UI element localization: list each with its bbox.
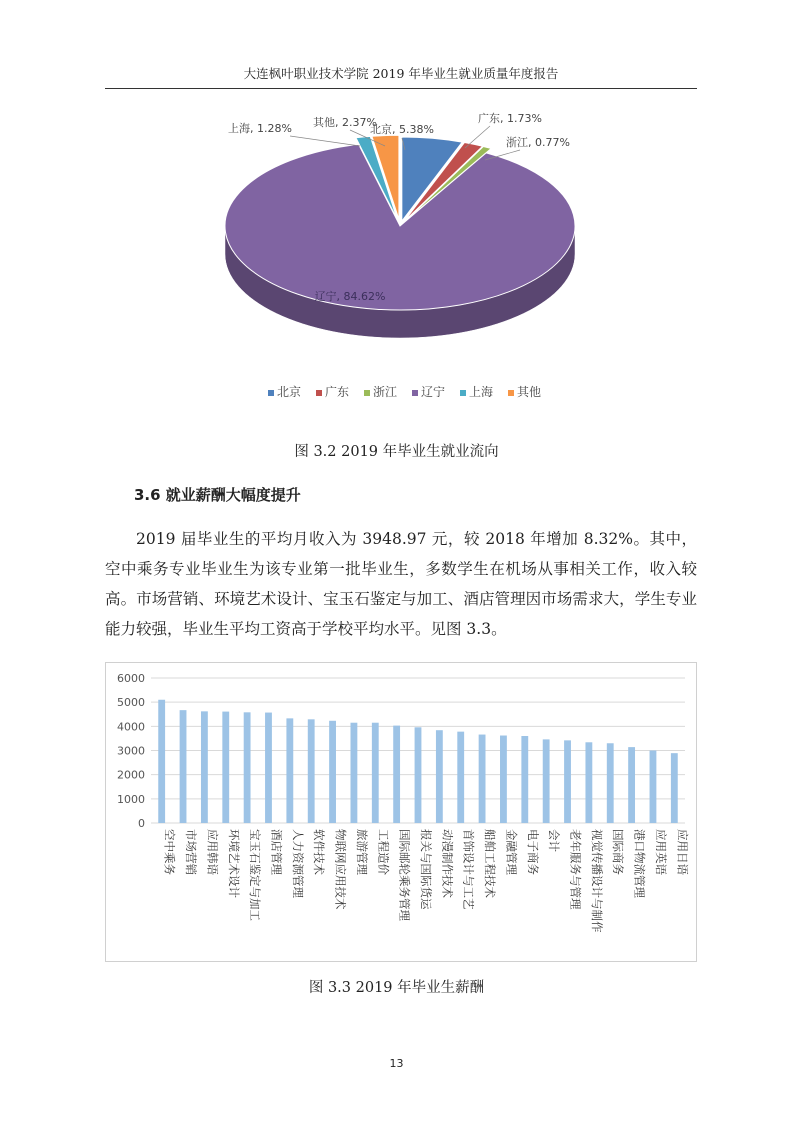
x-tick-label-应用韩语: 应用韩语	[205, 829, 220, 875]
x-tick-label-动漫制作技术: 动漫制作技术	[440, 829, 455, 898]
x-tick-label-会计: 会计	[547, 829, 562, 852]
x-tick-label-旅游管理: 旅游管理	[354, 829, 369, 875]
pie-chart-svg	[190, 100, 610, 420]
legend-label-上海: 上海	[469, 385, 494, 399]
legend-swatch-上海	[460, 390, 466, 396]
bar-软件技术	[308, 719, 315, 823]
bar-空中乘务	[158, 700, 165, 823]
legend-swatch-北京	[268, 390, 274, 396]
bar-港口物流管理	[628, 747, 635, 823]
x-tick-label-金融管理: 金融管理	[504, 829, 519, 875]
bar-旅游管理	[351, 723, 358, 823]
bar-金融管理	[500, 736, 507, 823]
x-tick-label-人力资源管理: 人力资源管理	[290, 829, 305, 898]
x-tick-label-视觉传播设计与制作: 视觉传播设计与制作	[589, 829, 604, 933]
pie-label-辽宁: 辽宁, 84.62%	[314, 290, 386, 303]
x-tick-label-港口物流管理: 港口物流管理	[632, 829, 647, 898]
bar-应用日语	[671, 753, 678, 823]
bar-报关与国际货运	[415, 727, 422, 823]
bar-应用韩语	[201, 711, 208, 823]
x-tick-label-物联网应用技术: 物联网应用技术	[333, 829, 348, 910]
bar-宝玉石鉴定与加工	[244, 712, 251, 823]
legend-swatch-辽宁	[412, 390, 418, 396]
y-tick-label: 3000	[117, 744, 145, 758]
legend-swatch-浙江	[364, 390, 370, 396]
pie-slice-辽宁	[225, 144, 575, 310]
x-tick-label-船舶工程技术: 船舶工程技术	[483, 829, 498, 898]
x-tick-label-环境艺术设计: 环境艺术设计	[226, 829, 241, 898]
y-tick-label: 6000	[117, 672, 145, 685]
bar-国际邮轮乘务管理	[393, 726, 400, 823]
figure-3-2-caption: 图 3.2 2019 年毕业生就业流向	[294, 444, 499, 460]
x-tick-label-工程造价: 工程造价	[376, 829, 391, 875]
body-paragraph	[105, 524, 697, 644]
bar-老年服务与管理	[564, 740, 571, 823]
x-tick-label-酒店管理: 酒店管理	[269, 829, 284, 875]
legend-swatch-其他	[508, 390, 514, 396]
header-rule	[105, 88, 697, 89]
bar-船舶工程技术	[479, 735, 486, 823]
x-tick-label-空中乘务: 空中乘务	[162, 829, 177, 875]
x-tick-label-软件技术: 软件技术	[312, 829, 327, 875]
bar-工程造价	[372, 723, 379, 823]
bar-chart	[105, 662, 697, 962]
legend-label-广东: 广东	[325, 385, 350, 399]
x-tick-label-首饰设计与工艺: 首饰设计与工艺	[461, 829, 476, 910]
legend-label-其他: 其他	[517, 385, 542, 399]
y-tick-label: 5000	[117, 696, 145, 710]
bar-物联网应用技术	[329, 721, 336, 823]
bar-市场营销	[180, 710, 187, 823]
paragraph-text: 2019 届毕业生的平均月收入为 3948.97 元，较 2018 年增加 8.32%。其中，空中乘务专业毕业生为该专业第一批毕业生，多数学生在机场从事相关工作，收入较高。市场营销、环境艺术设计、宝玉石鉴定与加工、酒店管理因市场需求大，学生专业能力较强，毕业生平均工资高于学校平均水平。见图 3.3。	[105, 530, 697, 638]
pie-chart	[190, 100, 610, 420]
page-header: 大连枫叶职业技术学院 2019 年毕业生就业质量年度报告	[243, 66, 559, 81]
bar-动漫制作技术	[436, 730, 443, 823]
legend-swatch-广东	[316, 390, 322, 396]
y-tick-label: 1000	[117, 792, 145, 806]
pie-label-北京: 北京, 5.38%	[370, 123, 434, 136]
pie-label-上海: 上海, 1.28%	[228, 122, 292, 135]
y-tick-label: 4000	[117, 720, 145, 734]
figure-3-3-caption: 图 3.3 2019 年毕业生薪酬	[308, 980, 485, 996]
pie-label-浙江: 浙江, 0.77%	[506, 136, 570, 149]
x-tick-label-应用英语: 应用英语	[653, 829, 668, 875]
bar-chart-svg	[105, 662, 697, 962]
x-tick-label-报关与国际货运: 报关与国际货运	[419, 829, 433, 910]
leader-line	[290, 136, 360, 146]
bar-酒店管理	[265, 713, 272, 823]
bar-国际商务	[607, 743, 614, 823]
pie-label-广东: 广东, 1.73%	[478, 112, 542, 125]
bar-人力资源管理	[286, 718, 293, 823]
x-tick-label-宝玉石鉴定与加工: 宝玉石鉴定与加工	[248, 829, 263, 921]
x-tick-label-国际邮轮乘务管理: 国际邮轮乘务管理	[397, 829, 412, 921]
y-tick-label: 0	[138, 817, 145, 830]
bar-视觉传播设计与制作	[585, 742, 592, 823]
bar-应用英语	[650, 751, 657, 824]
x-tick-label-市场营销: 市场营销	[184, 829, 199, 875]
x-tick-label-应用日语: 应用日语	[675, 829, 690, 875]
x-tick-label-电子商务: 电子商务	[525, 829, 540, 875]
page-number: 13	[389, 1057, 404, 1070]
y-tick-label: 2000	[117, 768, 145, 782]
bar-环境艺术设计	[222, 712, 229, 823]
x-tick-label-老年服务与管理: 老年服务与管理	[568, 829, 583, 910]
pie-label-其他: 其他, 2.37%	[313, 116, 377, 129]
legend-label-北京: 北京	[277, 385, 302, 399]
legend-label-辽宁: 辽宁	[421, 385, 446, 399]
section-title: 3.6 就业薪酬大幅度提升	[134, 486, 301, 504]
x-tick-label-国际商务: 国际商务	[611, 829, 626, 875]
bar-电子商务	[521, 736, 528, 823]
bar-会计	[543, 739, 550, 823]
bar-首饰设计与工艺	[457, 732, 464, 823]
legend-label-浙江: 浙江	[373, 385, 398, 399]
